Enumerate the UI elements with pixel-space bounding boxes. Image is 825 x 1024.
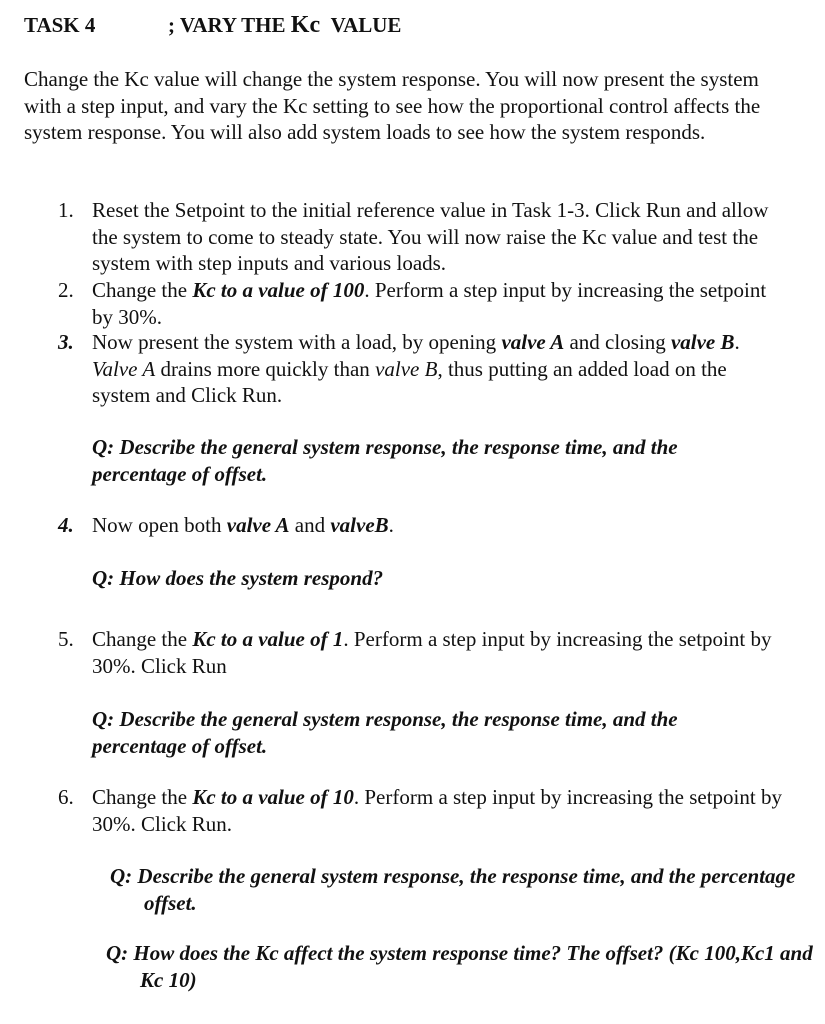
- step-text: [92, 329, 788, 409]
- valve-b-label: valveB: [330, 513, 389, 537]
- step-text-part: Change the: [92, 627, 193, 651]
- step-text-part: . Perform a step input by increasing the setpoint by 30%.: [92, 278, 767, 329]
- valve-a-label: valve A: [226, 513, 290, 537]
- step-6: [58, 784, 788, 837]
- kc-value-emphasis: Kc to a value of 10: [192, 785, 354, 809]
- step-text: [92, 277, 788, 330]
- kc-value-emphasis: Kc to a value of 100: [192, 278, 365, 302]
- task-title-suffix: VALUE: [330, 13, 402, 37]
- step-text-part: drains more quickly than: [155, 356, 376, 381]
- step-text-part: Change the: [92, 785, 193, 809]
- valve-b-label: valve B: [670, 330, 735, 354]
- step-number: 4.: [58, 513, 74, 537]
- kc-value-emphasis: Kc to a value of 1: [192, 627, 344, 651]
- step-5: [58, 626, 788, 679]
- question-3: Q: Describe the general system response, the response time, and the percentage of offset.: [92, 707, 678, 758]
- step-number: 1.: [58, 198, 74, 222]
- step-number: 3.: [58, 330, 74, 354]
- question-2: Q: How does the system respond?: [92, 566, 384, 590]
- step-text-part: Now present the system with a load, by opening: [92, 330, 502, 354]
- step-text: [92, 626, 788, 679]
- intro-paragraph: Change the Kc value will change the system response. You will now present the system with a step input, and vary the Kc setting to see how the proportional control affects the system response. You will also add system loads to see how the system responds.: [24, 67, 761, 144]
- step-text-part: Change the: [92, 278, 193, 302]
- step-text-part: . Perform a step input by increasing the setpoint by 30%. Click Run.: [92, 785, 782, 836]
- step-number: 2.: [58, 278, 74, 302]
- step-text-part: Now open both: [92, 513, 227, 537]
- valve-b-label: valve B: [375, 356, 438, 381]
- step-text-part: , thus putting an added load on the system and Click Run.: [92, 356, 727, 407]
- step-4: [58, 512, 788, 539]
- step-text-part: and closing: [564, 330, 671, 354]
- step-number: 5.: [58, 627, 74, 651]
- valve-a-label: Valve A: [92, 356, 156, 381]
- task-heading: [24, 12, 401, 39]
- step-text-part: . Perform a step input by increasing the setpoint by 30%. Click Run: [92, 627, 772, 678]
- step-2: [58, 277, 788, 330]
- step-text: [92, 784, 788, 837]
- valve-a-label: valve A: [501, 330, 565, 354]
- step-text-part: .: [388, 513, 394, 537]
- step-1: [58, 197, 788, 277]
- question-5: Q: How does the Kc affect the system response time? The offset? (Kc 100,Kc1 and Kc 10): [106, 941, 813, 992]
- task-title-prefix: ; VARY THE: [168, 13, 291, 37]
- question-1: Q: Describe the general system response, the response time, and the percentage of offset.: [92, 435, 678, 486]
- step-number: 6.: [58, 785, 74, 809]
- step-3: [58, 329, 788, 409]
- step-text-part: .: [734, 330, 740, 354]
- step-text: [92, 512, 788, 539]
- question-4: Q: Describe the general system response, the response time, and the percentage offset.: [110, 864, 796, 915]
- step-text: Reset the Setpoint to the initial reference value in Task 1-3. Click Run and allow the system to come to steady state. You will now raise the Kc value and test the system with step inputs and various loads.: [92, 198, 769, 275]
- task-number: TASK 4: [24, 13, 96, 37]
- step-text-part: and: [289, 513, 331, 537]
- task-title-kc: Kc: [290, 12, 321, 38]
